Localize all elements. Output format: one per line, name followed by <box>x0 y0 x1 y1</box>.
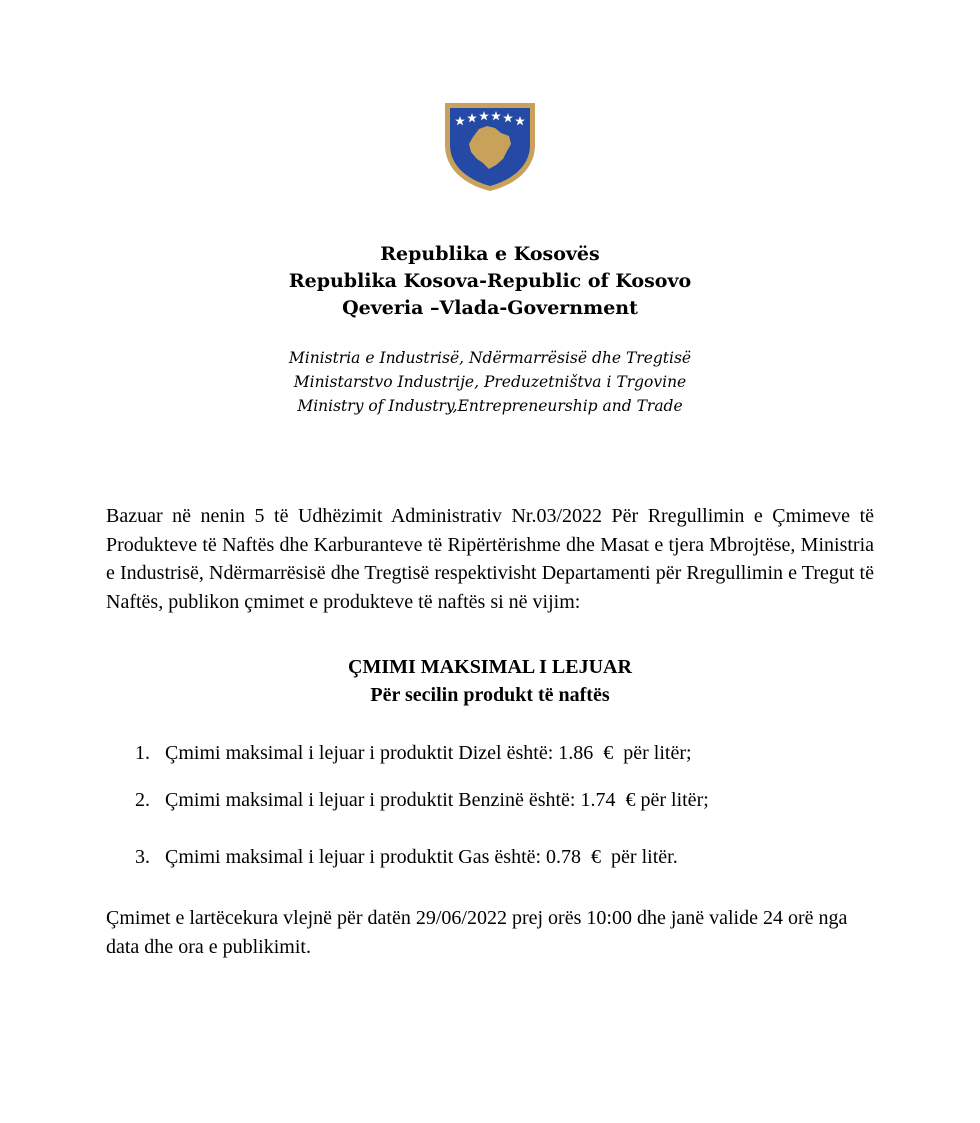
item-text: Çmimi maksimal i lejuar i produktit Gas është: 0.78 € për litër. <box>165 846 678 868</box>
price-item-petrol <box>135 789 709 812</box>
header <box>0 241 980 322</box>
item-number: 3. <box>135 846 150 868</box>
ministry-line-3: Ministry of Industry,Entrepreneurship and Trade <box>297 397 683 415</box>
intro-paragraph: Bazuar në nenin 5 të Udhëzimit Administrativ Nr.03/2022 Për Rregullimin e Çmimeve të Produkteve të Naftës dhe Karburanteve të Ripërtërishme dhe Masat e tjera Mbrojtëse, Ministria e Industrisë, Ndërmarrësisë dhe Tregtisë respektivisht Departamenti për Rregullimin e Tregut të Naftës, publikon çmimet e produkteve të naftës si në vijim: <box>106 505 874 613</box>
item-number: 1. <box>135 742 150 764</box>
header-line-1: Republika e Kosovës <box>380 243 600 265</box>
section-subtitle: Për secilin produkt të naftës <box>370 684 610 706</box>
validity-note: Çmimet e lartëcekura vlejnë për datën 29/06/2022 prej orës 10:00 dhe janë valide 24 orë nga data dhe ora e publikimit. <box>106 907 848 958</box>
item-text: Çmimi maksimal i lejuar i produktit Benzinë është: 1.74 € për litër; <box>165 789 709 811</box>
price-item-diesel <box>135 742 692 765</box>
kosovo-coat-of-arms-icon <box>441 99 539 193</box>
price-item-gas <box>135 846 678 869</box>
item-text: Çmimi maksimal i lejuar i produktit Dizel është: 1.86 € për litër; <box>165 742 692 764</box>
ministry-line-2: Ministarstvo Industrije, Preduzetništva i Trgovine <box>293 373 687 391</box>
header-line-3: Qeveria –Vlada-Government <box>342 297 638 319</box>
ministry-block <box>0 346 980 418</box>
header-line-2: Republika Kosova-Republic of Kosovo <box>288 270 692 292</box>
ministry-line-1: Ministria e Industrisë, Ndërmarrësisë dhe Tregtisë <box>288 349 692 367</box>
section-title: ÇMIMI MAKSIMAL I LEJUAR <box>348 656 632 678</box>
item-number: 2. <box>135 789 150 811</box>
